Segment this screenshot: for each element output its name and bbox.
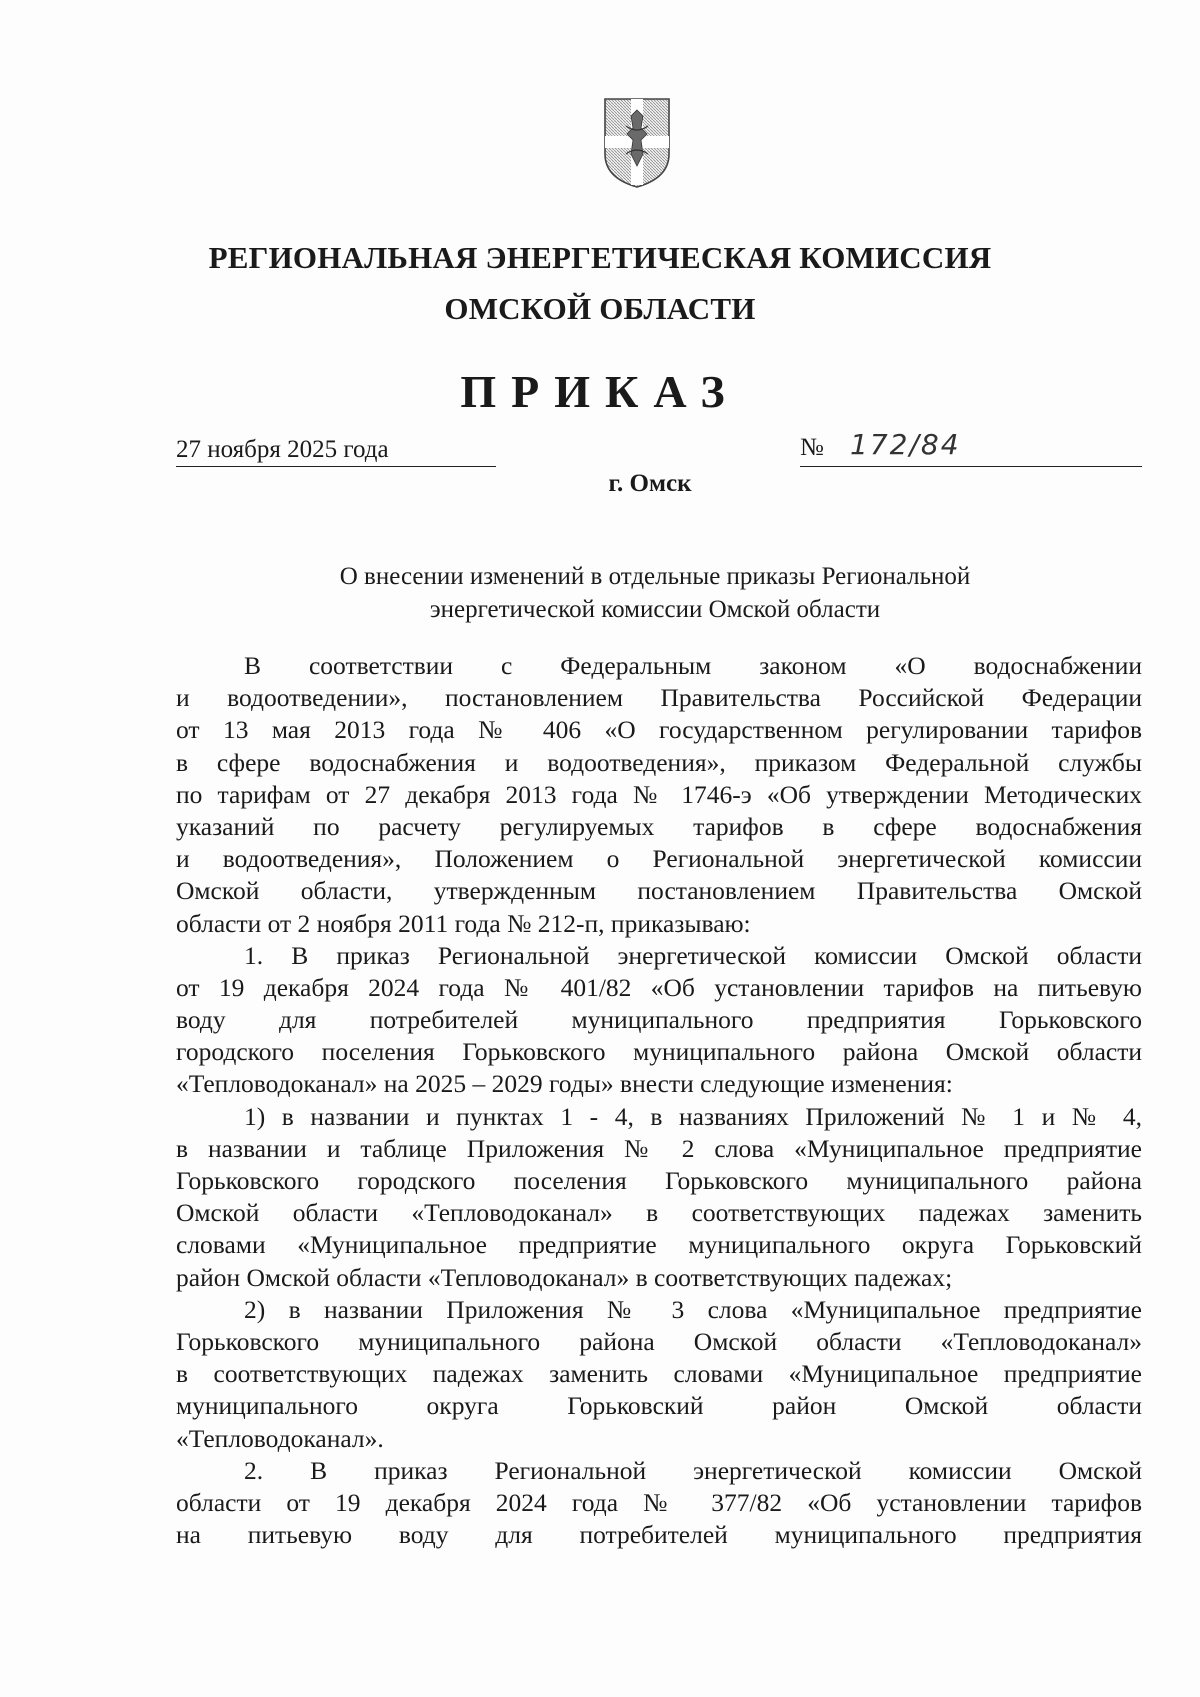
body-line: в соответствующих падежах заменить словами «Муниципальное предприятие: [176, 1359, 1142, 1389]
subject-line2: энергетической комиссии Омской области: [429, 596, 881, 623]
organization-name-line1: РЕГИОНАЛЬНАЯ ЭНЕРГЕТИЧЕСКАЯ КОМИССИЯ: [208, 240, 992, 275]
body-line: в названии и таблице Приложения № 2 слова «Муниципальное предприятие: [176, 1133, 1142, 1163]
body-line: словами «Муниципальное предприятие муниципального округа Горьковский: [176, 1230, 1142, 1260]
body-line: «Тепловодоканал» на 2025 – 2029 годы» внести следующие изменения:: [176, 1069, 953, 1099]
date-underline: [176, 466, 496, 467]
organization-name-line2: ОМСКОЙ ОБЛАСТИ: [444, 291, 756, 326]
omsk-coat-of-arms-icon: [602, 96, 672, 190]
body-line: и водоотведения», Положением о Региональной энергетической комиссии: [176, 844, 1142, 874]
body-line: области от 2 ноября 2011 года № 212-п, приказываю:: [176, 908, 751, 938]
body-line: указаний по расчету регулируемых тарифов в сфере водоснабжения: [176, 811, 1142, 841]
document-date: 27 ноября 2025 года: [176, 436, 389, 463]
body-line: 1) в названии и пунктах 1 - 4, в названиях Приложений № 1 и № 4,: [244, 1101, 1142, 1131]
body-line: муниципального округа Горьковский район Омской области: [176, 1391, 1142, 1421]
body-line: 2) в названии Приложения № 3 слова «Муниципальное предприятие: [244, 1294, 1142, 1324]
body-line: район Омской области «Тепловодоканал» в соответствующих падежах;: [176, 1262, 953, 1292]
body-line: 2. В приказ Региональной энергетической комиссии Омской: [244, 1455, 1142, 1485]
body-line: Омской области «Тепловодоканал» в соответствующих падежах заменить: [176, 1198, 1142, 1228]
city-name: г. Омск: [608, 470, 692, 497]
body-line: Горьковского городского поселения Горьковского муниципального района: [176, 1166, 1142, 1195]
body-line: городского поселения Горьковского муниципального района Омской области: [176, 1037, 1142, 1067]
body-line: области от 19 декабря 2024 года № 377/82 «Об установлении тарифов: [176, 1487, 1142, 1517]
body-line: Омской области, утвержденным постановлением Правительства Омской: [176, 876, 1142, 906]
document-number-handwritten: 172/84: [850, 428, 961, 461]
body-line: на питьевую воду для потребителей муниципального предприятия: [176, 1520, 1142, 1550]
document-type-title: ПРИКАЗ: [460, 366, 740, 417]
document-body: [176, 650, 1142, 1551]
body-line: в сфере водоснабжения и водоотведения», приказом Федеральной службы: [176, 747, 1142, 777]
body-line: Горьковского муниципального района Омской области «Тепловодоканал»: [176, 1326, 1142, 1356]
body-line: и водоотведении», постановлением Правительства Российской Федерации: [176, 683, 1142, 713]
number-label: №: [800, 434, 824, 461]
body-line: по тарифам от 27 декабря 2013 года № 1746-э «Об утверждении Методических: [176, 779, 1142, 809]
body-line: от 13 мая 2013 года № 406 «О государственном регулировании тарифов: [176, 715, 1142, 745]
subject-line1: О внесении изменений в отдельные приказы Региональной: [339, 563, 971, 590]
body-line: В соответствии с Федеральным законом «О водоснабжении: [244, 651, 1142, 680]
number-underline: [800, 466, 1142, 467]
body-line: «Тепловодоканал».: [176, 1423, 384, 1453]
body-line: 1. В приказ Региональной энергетической комиссии Омской области: [244, 940, 1142, 970]
body-line: воду для потребителей муниципального предприятия Горьковского: [176, 1005, 1142, 1035]
body-line: от 19 декабря 2024 года № 401/82 «Об установлении тарифов на питьевую: [176, 972, 1142, 1002]
